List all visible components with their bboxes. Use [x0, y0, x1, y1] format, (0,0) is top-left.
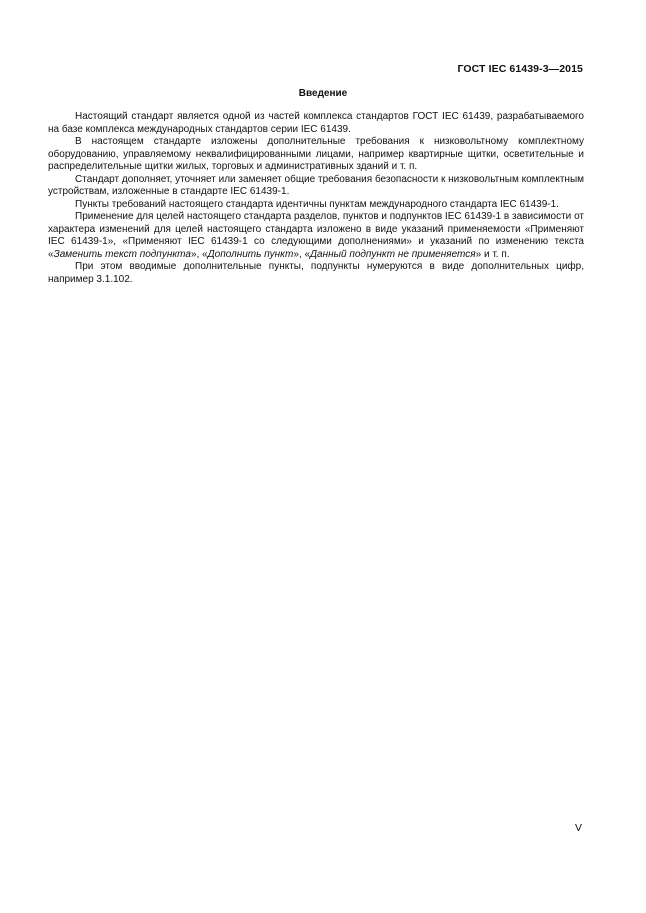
paragraph-3: Стандарт дополняет, уточняет или заменяет общие требования безопасности к низковольтным комплектным устройствам, изложенные в стандарте IEC 61439-1.: [48, 173, 584, 197]
paragraph-5-text-b: », «: [190, 248, 208, 260]
paragraph-6: При этом вводимые дополнительные пункты, подпункты нумеруются в виде дополнительных цифр, например 3.1.102.: [48, 261, 584, 285]
paragraph-5-italic-c: Данный подпункт не применяется: [310, 248, 476, 260]
paragraph-5-italic-a: Заменить текст подпункта: [53, 248, 191, 260]
introduction-body: [48, 111, 584, 286]
document-code-header: ГОСТ IEC 61439-3—2015: [457, 63, 583, 75]
paragraph-5-italic-b: Дополнить пункт: [207, 248, 294, 260]
paragraph-5: [48, 211, 584, 261]
page-number: V: [575, 822, 583, 834]
paragraph-5-text-d: » и т. п.: [475, 248, 510, 260]
paragraph-5-text-c: », «: [293, 248, 311, 260]
paragraph-1: Настоящий стандарт является одной из частей комплекса стандартов ГОСТ IEC 61439, разрабатываемого на базе комплекса международных стандартов серии IEC 61439.: [48, 111, 584, 135]
paragraph-5-text-a: Применение для целей настоящего стандарта разделов, пунктов и подпунктов IEC 61439-1 в зависимости от характера изменений для целей настоящего стандарта изложено в виде указаний применяемости «Применяют IEC 61439-1», «Применяют IEC 61439-1 со следующими дополнениями» и указаний по изменению текста «: [48, 211, 584, 260]
paragraph-4: Пункты требований настоящего стандарта идентичны пунктам международного стандарта IEC 61439-1.: [75, 198, 559, 210]
paragraph-2: В настоящем стандарте изложены дополнительные требования к низковольтному комплектному оборудованию, управляемому неквалифицированными лицами, например квартирные щитки, осветительные и распределительные щитки жилых, торговых и административных зданий и т. п.: [48, 136, 584, 172]
section-title: Введение: [298, 88, 348, 99]
